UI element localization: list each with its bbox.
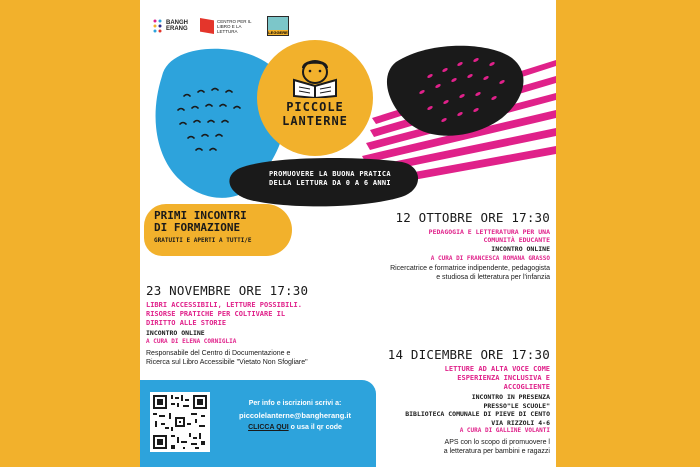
- bangherang-logo-text: BANGH ERANG: [166, 20, 188, 32]
- event-2-date: 23 NOVEMBRE ORE 17:30: [146, 283, 309, 298]
- event-3-curator: A CURA DI GALLINE VOLANTI: [459, 427, 550, 434]
- event-3-title-line2: ESPERIENZA INCLUSIVA E: [457, 374, 550, 382]
- event-1-title-line2: COMUNITÀ EDUCANTE: [483, 236, 550, 244]
- info-cta: [220, 422, 370, 433]
- event-3-date: 14 DICEMBRE ORE 17:30: [387, 347, 550, 362]
- info-line1: Per info e iscrizioni scrivi a:: [248, 400, 342, 407]
- event-3-title-line1: LETTURE AD ALTA VOCE COME: [444, 365, 550, 373]
- info-text: [220, 398, 370, 433]
- event-2-desc-line2: Ricerca sul Libro Accessibile "Vietato Non Sfogliare": [146, 359, 308, 366]
- event-3-title-line3: ACCOGLIENTE: [503, 383, 550, 391]
- event-1-desc-line1: Ricercatrice e formatrice indipendente, pedagogista: [390, 265, 550, 272]
- event-3-desc-line2: a letteratura per bambini e ragazzi: [443, 448, 550, 455]
- event-2-desc-line1: Responsabile del Centro di Documentazione e: [146, 350, 291, 357]
- child-reading-icon: [290, 54, 340, 98]
- poster: [140, 0, 556, 467]
- event-3-place: BIBLIOTECA COMUNALE DI PIEVE DI CENTO: [405, 410, 550, 418]
- slogan-line2: DELLA LETTURA DA 0 A 6 ANNI: [269, 179, 391, 187]
- cepell-logo-text: CENTRO PER IL LIBRO E LA LETTURA: [217, 18, 252, 34]
- clicca-qui-link[interactable]: CLICCA QUI: [248, 424, 289, 431]
- event-2-curator: A CURA DI ELENA CORNIGLIA: [146, 338, 237, 345]
- event-1-mode: INCONTRO ONLINE: [491, 245, 550, 253]
- slogan-line1: PROMUOVERE LA BUONA PRATICA: [269, 170, 391, 178]
- poster-title-line2: LANTERNE: [282, 114, 348, 128]
- poster-title: [257, 100, 373, 128]
- event-3-desc-line1: APS con lo scopo di promuovere l: [444, 439, 550, 446]
- event-1-date: 12 OTTOBRE ORE 17:30: [395, 210, 550, 225]
- event-1: [300, 210, 550, 282]
- primi-incontri: [154, 210, 290, 245]
- slogan: [240, 170, 420, 188]
- event-3-mode-line2: PRESSO"LE SCUOLE": [483, 401, 550, 410]
- info-cta-rest: o usa il qr code: [288, 424, 342, 431]
- event-2-title-line3: DIRITTO ALLE STORIE: [146, 319, 227, 327]
- event-1-curator: A CURA DI FRANCESCA ROMANA GRASSO: [430, 255, 550, 262]
- event-3-street: VIA RIZZOLI 4-6: [491, 418, 550, 427]
- primi-incontri-line1: PRIMI INCONTRI: [154, 209, 247, 222]
- qr-code-icon[interactable]: [150, 392, 210, 452]
- event-2-title-line2: RISORSE PRATICHE PER COLTIVARE IL: [146, 310, 286, 318]
- event-2-mode: INCONTRO ONLINE: [146, 329, 205, 337]
- event-1-desc-line2: e studiosa di letteratura per l'infanzia: [436, 274, 550, 281]
- event-2-title-line1: LIBRI ACCESSIBILI, LETTURE POSSIBILI.: [146, 301, 302, 309]
- event-2: [146, 283, 366, 367]
- event-3-mode-line1: INCONTRO IN PRESENZA: [471, 393, 550, 401]
- event-1-title-line1: PEDAGOGIA E LETTERATURA PER UNA: [428, 228, 550, 236]
- primi-incontri-line2: DI FORMAZIONE: [154, 221, 241, 234]
- poster-title-line1: PICCOLE: [286, 100, 344, 114]
- info-email[interactable]: piccolelanterne@bangherang.it: [239, 411, 351, 420]
- leggere-logo-text: LEGGERE: [268, 30, 288, 35]
- primi-incontri-sub: GRATUITI E APERTI A TUTTI/E: [154, 237, 252, 244]
- event-3: [350, 347, 550, 456]
